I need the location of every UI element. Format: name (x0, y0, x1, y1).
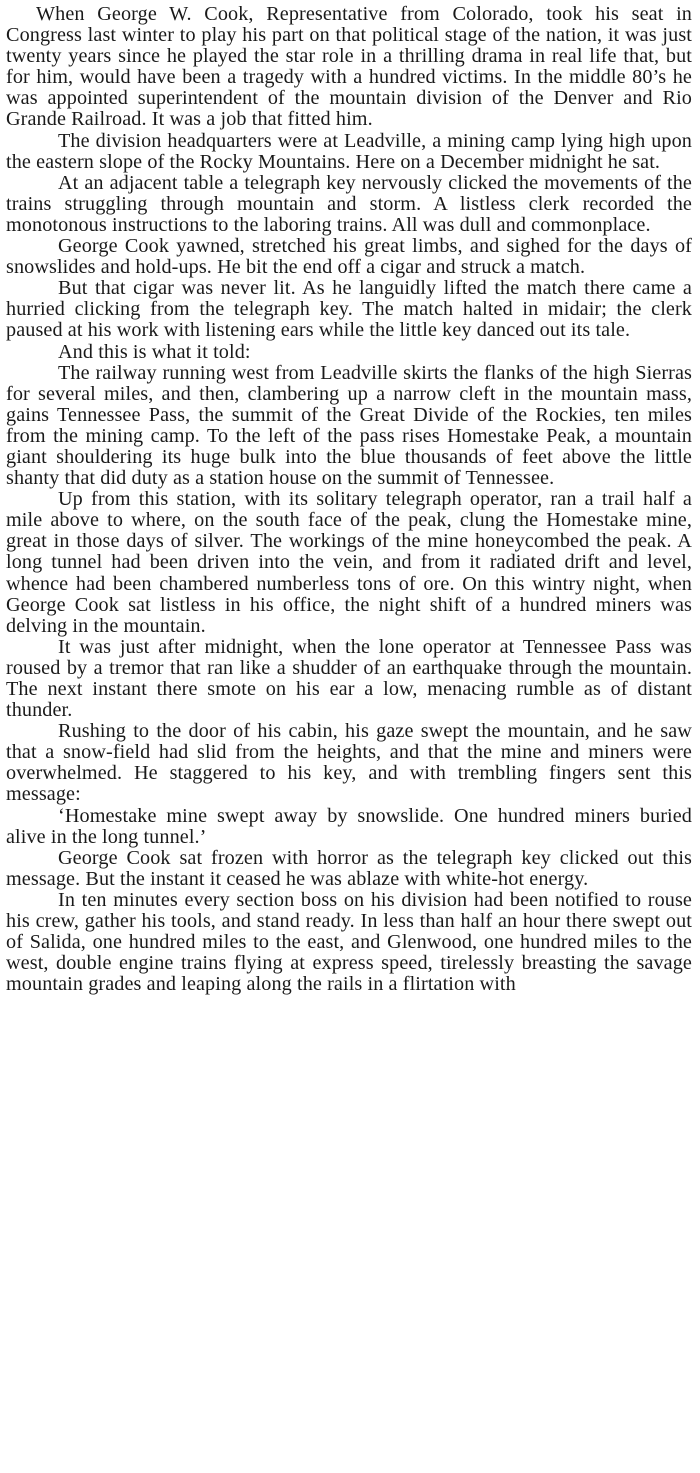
paragraph-9: It was just after midnight, when the lone operator at Tennessee Pass was roused by a tremor that ran like a shudder of an earthquake through the mountain. The next instant there smote on his ear a low, menacing rumble as of distant thunder. (6, 635, 692, 722)
paragraph-6: And this is what it told: (58, 340, 251, 363)
paragraph-11-quote: ‘Homestake mine swept away by snowslide. One hundred miners buried alive in the long tunnel.’ (6, 804, 692, 848)
paragraph-3: At an adjacent table a telegraph key nervously clicked the movements of the trains struggling through mountain and storm. A listless clerk recorded the monotonous instructions to the laboring trains. All was dull and commonplace. (6, 171, 692, 236)
paragraph-8: Up from this station, with its solitary telegraph operator, ran a trail half a mile above to where, on the south face of the peak, clung the Homestake mine, great in those days of silver. The workings of the mine honeycombed the peak. A long tunnel had been driven into the vein, and from it radiated drift and level, whence had been chambered numberless tons of ore. On this wintry night, when George Cook sat listless in his office, the night shift of a hundred miners was delving in the mountain. (6, 488, 692, 637)
paragraph-5: But that cigar was never lit. As he languidly lifted the match there came a hurried clicking from the telegraph key. The match halted in midair; the clerk paused at his work with listening ears while the little key danced out its tale. (6, 277, 692, 342)
paragraph-13: In ten minutes every section boss on his division had been notified to rouse his crew, gather his tools, and stand ready. In less than half an hour there swept out of Salida, one hundred miles to the east, and Glenwood, one hundred miles to the west, double engine trains flying at express speed, tirelessly breasting the savage mountain grades and leaping along the rails in a flirtation with (6, 888, 692, 996)
paragraph-7: The railway running west from Leadville skirts the flanks of the high Sierras for several miles, and then, clambering up a narrow cleft in the mountain mass, gains Tennessee Pass, the summit of the Great Divide of the Rockies, ten miles from the mining camp. To the left of the pass rises Homestake Peak, a mountain giant shouldering its huge bulk into the blue thousands of feet above the little shanty that did duty as a station house on the summit of Tennessee. (6, 361, 692, 490)
paragraph-12: George Cook sat frozen with horror as the telegraph key clicked out this message. But the instant it ceased he was ablaze with white-hot energy. (6, 846, 692, 890)
paragraph-2: The division headquarters were at Leadville, a mining camp lying high upon the eastern slope of the Rocky Mountains. Here on a December midnight he sat. (6, 129, 692, 173)
paragraph-1: When George W. Cook, Representative from Colorado, took his seat in Congress last winter to play his part on that political stage of the nation, it was just twenty years since he played the star role in a thrilling drama in real life that, but for him, would have been a tragedy with a hundred victims. In the middle 80’s he was appointed superintendent of the mountain division of the Denver and Rio Grande Railroad. It was a job that fitted him. (6, 3, 692, 131)
paragraph-10: Rushing to the door of his cabin, his gaze swept the mountain, and he saw that a snow-field had slid from the heights, and that the mine and miners were overwhelmed. He staggered to his key, and with trembling fingers sent this message: (6, 720, 692, 806)
paragraph-4: George Cook yawned, stretched his great limbs, and sighed for the days of snowslides and hold-ups. He bit the end off a cigar and struck a match. (6, 235, 692, 279)
